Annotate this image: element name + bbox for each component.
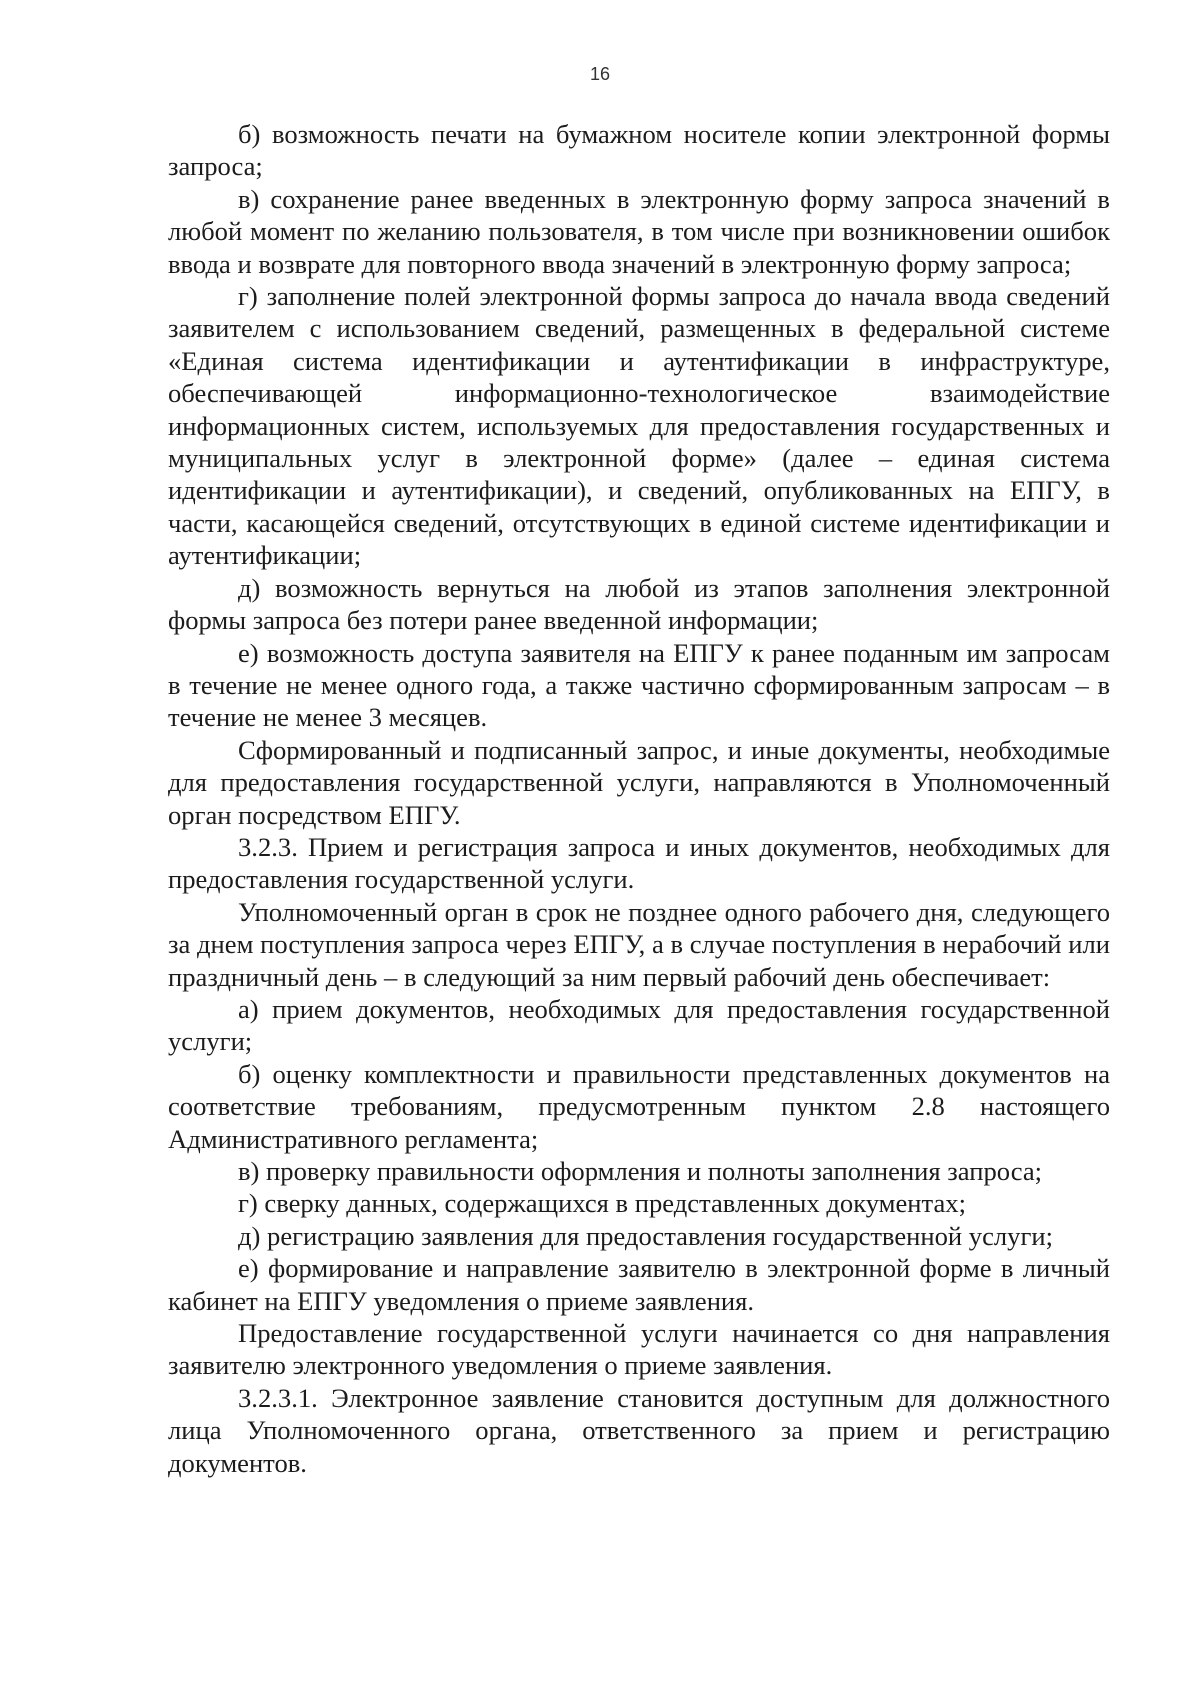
paragraph-service-start: Предоставление государственной услуги начинается со дня направления заявителю электронного уведомления о приеме заявления.	[168, 1318, 1110, 1381]
paragraph-section-3-2-3-1: 3.2.3.1. Электронное заявление становится доступным для должностного лица Уполномоченного органа, ответственного за прием и регистрацию документов.	[168, 1382, 1110, 1478]
paragraph-g-verify-data: г) сверку данных, содержащихся в представленных документах;	[238, 1188, 966, 1219]
paragraph-signed-request: Сформированный и подписанный запрос, и иные документы, необходимые для предоставления государственной услуги, направляются в Уполномоченный орган посредством ЕПГУ.	[168, 734, 1110, 830]
paragraph-a-receive-docs: а) прием документов, необходимых для предоставления государственной услуги;	[168, 993, 1110, 1057]
page-number: 16	[589, 64, 611, 84]
paragraph-d-return-step: д) возможность вернуться на любой из этапов заполнения электронной формы запроса без потери ранее введенной информации;	[168, 572, 1110, 636]
paragraph-e-notify: е) формирование и направление заявителю в электронной форме в личный кабинет на ЕПГУ уведомления о приеме заявления.	[168, 1253, 1110, 1316]
paragraph-authority-deadline: Уполномоченный орган в срок не позднее одного рабочего дня, следующего за днем поступления запроса через ЕПГУ, а в случае поступления в нерабочий или праздничный день – в следующий за ним первый рабочий день обеспечивает:	[168, 896, 1110, 992]
paragraph-b-print: б) возможность печати на бумажном носителе копии электронной формы запроса;	[168, 119, 1110, 182]
paragraph-b-check-completeness: б) оценку комплектности и правильности представленных документов на соответствие требованиям, предусмотренным пунктом 2.8 настоящего Административного регламента;	[168, 1058, 1110, 1154]
paragraph-v-save-values: в) сохранение ранее введенных в электронную форму запроса значений в любой момент по желанию пользователя, в том числе при возникновении ошибок ввода и возврате для повторного ввода значений в электронную форму запроса;	[168, 183, 1110, 279]
paragraph-e-access-requests: е) возможность доступа заявителя на ЕПГУ к ранее поданным им запросам в течение не менее одного года, а также частично сформированным запросам – в течение не менее 3 месяцев.	[168, 637, 1110, 733]
document-body	[168, 118, 1110, 1479]
paragraph-d-register: д) регистрацию заявления для предоставления государственной услуги;	[238, 1220, 1053, 1251]
paragraph-v-check-form: в) проверку правильности оформления и полноты заполнения запроса;	[238, 1156, 1043, 1186]
paragraph-g-autofill: г) заполнение полей электронной формы запроса до начала ввода сведений заявителем с использованием сведений, размещенных в федеральной системе «Единая система идентификации и аутентификации в инфраструктуре, обеспечивающей информационно-технологическое взаимодействие информационных систем, используемых для предоставления государственных и муниципальных услуг в электронной форме» (далее – единая система идентификации и аутентификации), и сведений, опубликованных на ЕПГУ, в части, касающейся сведений, отсутствующих в единой системе идентификации и аутентификации;	[168, 281, 1110, 571]
paragraph-section-3-2-3: 3.2.3. Прием и регистрация запроса и иных документов, необходимых для предоставления государственной услуги.	[168, 831, 1110, 895]
